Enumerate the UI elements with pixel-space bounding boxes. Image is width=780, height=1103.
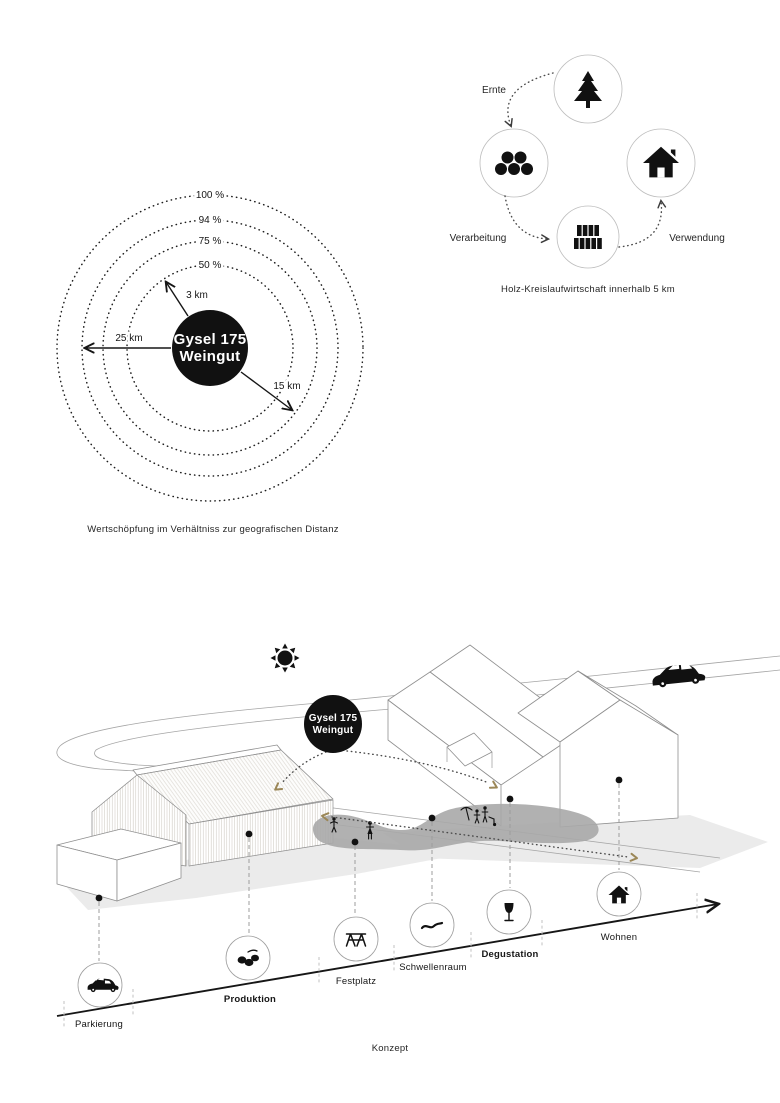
zone-label-produktion: Produktion [223,994,277,1005]
ground-axis-line [57,904,718,1016]
concept-caption: Konzept [371,1043,409,1054]
cycle-node-lumber [557,206,619,268]
zone-label-parkierung: Parkierung [75,1019,123,1030]
arrow-3km [166,282,188,316]
arrow-label-25km: 25 km [115,333,143,344]
cycle-caption: Holz-Kreislaufwirtschaft innerhalb 5 km [501,284,675,295]
cycle-label-ernte: Ernte [482,85,506,96]
zone-label-schwellenraum: Schwellenraum [399,962,467,973]
wood-cycle-diagram [450,55,725,295]
winery-badge [304,695,362,753]
distance-diagram [57,190,363,535]
cycle-arc-verwendung [619,201,661,247]
arrow-label-15km: 15 km [273,381,301,392]
right-building-complex [388,645,678,827]
zone-label-degustation: Degustation [481,949,539,960]
sun-icon [271,644,300,673]
distance-caption: Wertschöpfung im Verhältniss zur geografischen Distanz [87,524,339,535]
badge-line2: Weingut [312,725,354,736]
zone-label-festplatz: Festplatz [335,976,377,987]
ring-label-94: 94 % [198,215,222,226]
winery-name-line2: Weingut [179,348,241,365]
ring-label-75: 75 % [198,236,222,247]
ring-label-100: 100 % [195,190,225,201]
cycle-arc-verarbeitung [505,196,548,239]
arrow-label-3km: 3 km [186,290,208,301]
concept-diagram [57,644,780,1055]
zone-label-wohnen: Wohnen [600,932,638,943]
cycle-label-verwendung: Verwendung [669,233,725,244]
car-icon [651,662,706,688]
cycle-label-verarbeitung: Verarbeitung [449,233,507,244]
cycle-arc-ernte [508,73,553,126]
ring-label-50: 50 % [198,260,222,271]
badge-line1: Gysel 175 [308,713,358,724]
winery-name-line1: Gysel 175 [173,331,247,348]
